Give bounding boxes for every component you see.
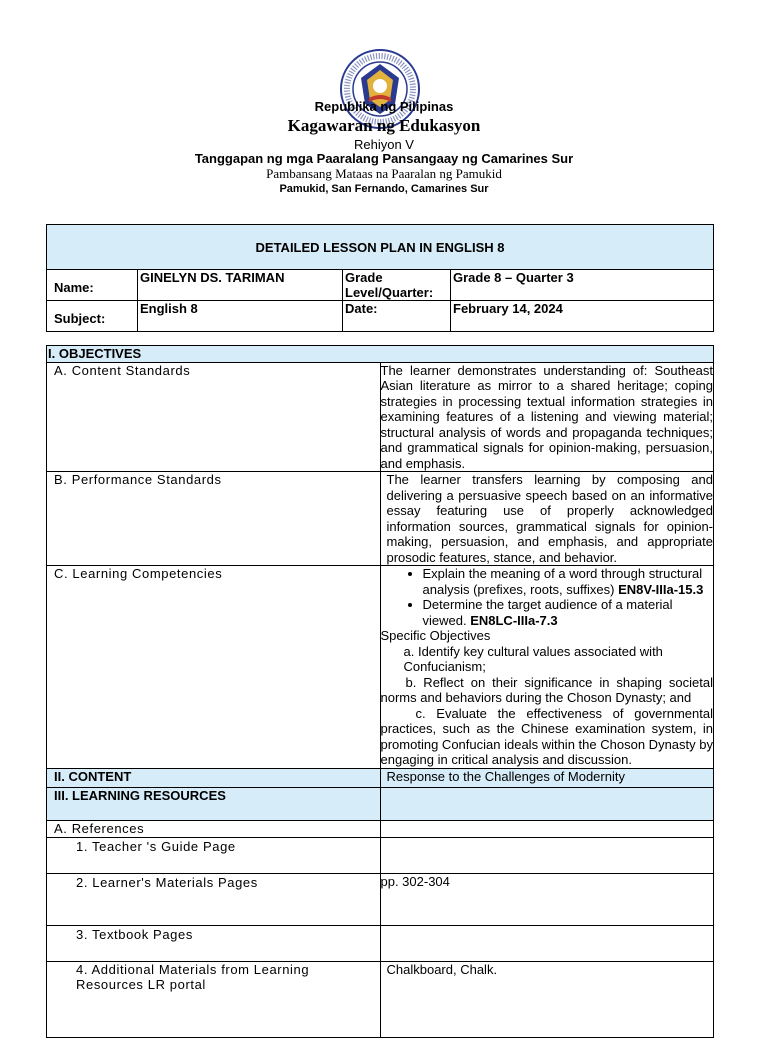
- region-line: Rehiyon V: [354, 137, 414, 152]
- grade-value: Grade 8 – Quarter 3: [451, 270, 714, 301]
- lesson-plan-title: DETAILED LESSON PLAN IN ENGLISH 8: [47, 225, 714, 270]
- textbook-value: [380, 925, 714, 961]
- address-line: Pamukid, San Fernando, Camarines Sur: [279, 183, 489, 195]
- lesson-plan-table: [46, 345, 714, 1038]
- school-line: Pambansang Mataas na Paaralan ng Pamukid: [266, 166, 502, 181]
- grade-label: Grade Level/Quarter:: [343, 270, 451, 301]
- lesson-info-table: [46, 224, 714, 332]
- teacher-guide-value: [380, 837, 714, 873]
- learning-resources-heading: III. LEARNING RESOURCES: [47, 787, 381, 820]
- competency-text: Determine the target audience of a material viewed.: [422, 597, 673, 628]
- teacher-guide-label: 1. Teacher 's Guide Page: [47, 837, 381, 873]
- learning-resources-fill: [380, 787, 714, 820]
- competency-list: [381, 566, 714, 628]
- content-standards-text: The learner demonstrates understanding of: Southeast Asian literature as mirror to a shared heritage; coping strategies in processing textual information strategies in examining features of a listening and viewing material; structural analysis of words and propaganda techniques; and grammatical signals for opinion-making, persuasion, and emphasis.: [380, 362, 713, 471]
- competency-code: EN8V-IIIa-15.3: [618, 581, 704, 597]
- competency-text: Explain the meaning of a word through structural analysis (prefixes, roots, suffixes): [422, 566, 703, 597]
- content-topic: Response to the Challenges of Modernity: [380, 768, 714, 787]
- learner-materials-value: pp. 302-304: [380, 873, 714, 925]
- specific-objective-c: c. Evaluate the effectiveness of governmental practices, such as the Chinese examination system, in promoting Confucian ideals within the Choson Dynasty by engaging in critical analysis and discussion.: [380, 705, 713, 767]
- department-line: Kagawaran ng Edukasyon: [287, 116, 481, 135]
- content-standards-label: A. Content Standards: [47, 362, 381, 472]
- name-value: GINELYN DS. TARIMAN: [138, 270, 343, 301]
- specific-objective-a: a. Identify key cultural values associated with Confucianism;: [403, 643, 663, 674]
- performance-standards-text: The learner transfers learning by composing and delivering a persuasive speech based on an informative essay featuring use of properly acknowledged information sources, grammatical signals for opinion-making, persuasion, and emphasis, and appropriate prosodic features, stance, and behavior.: [380, 472, 714, 566]
- learning-competencies-cell: [380, 566, 714, 769]
- references-label: A. References: [47, 820, 381, 837]
- learner-materials-label: 2. Learner's Materials Pages: [47, 873, 381, 925]
- list-item: [423, 566, 714, 597]
- name-label: Name:: [47, 270, 138, 301]
- division-line: Tanggapan ng mga Paaralang Pansangaay ng Camarines Sur: [194, 151, 574, 166]
- date-label: Date:: [343, 301, 451, 332]
- specific-objectives-heading: Specific Objectives: [380, 628, 491, 643]
- competency-code: EN8LC-IIIa-7.3: [470, 612, 558, 628]
- date-value: February 14, 2024: [451, 301, 714, 332]
- list-item: [423, 597, 714, 628]
- subject-label: Subject:: [47, 301, 138, 332]
- references-value: [380, 820, 714, 837]
- additional-materials-value: Chalkboard, Chalk.: [380, 961, 714, 1037]
- objectives-heading: I. OBJECTIVES: [47, 346, 714, 363]
- textbook-label: 3. Textbook Pages: [47, 925, 381, 961]
- content-heading: II. CONTENT: [47, 768, 381, 787]
- performance-standards-label: B. Performance Standards: [47, 472, 381, 566]
- specific-objective-b: b. Reflect on their significance in shaping societal norms and behaviors during the Choson Dynasty; and: [380, 674, 713, 705]
- republic-line: Republika ng Pilipinas: [314, 99, 454, 114]
- subject-value: English 8: [138, 301, 343, 332]
- additional-materials-label: 4. Additional Materials from Learning Resources LR portal: [47, 961, 381, 1037]
- learning-competencies-label: C. Learning Competencies: [47, 566, 381, 769]
